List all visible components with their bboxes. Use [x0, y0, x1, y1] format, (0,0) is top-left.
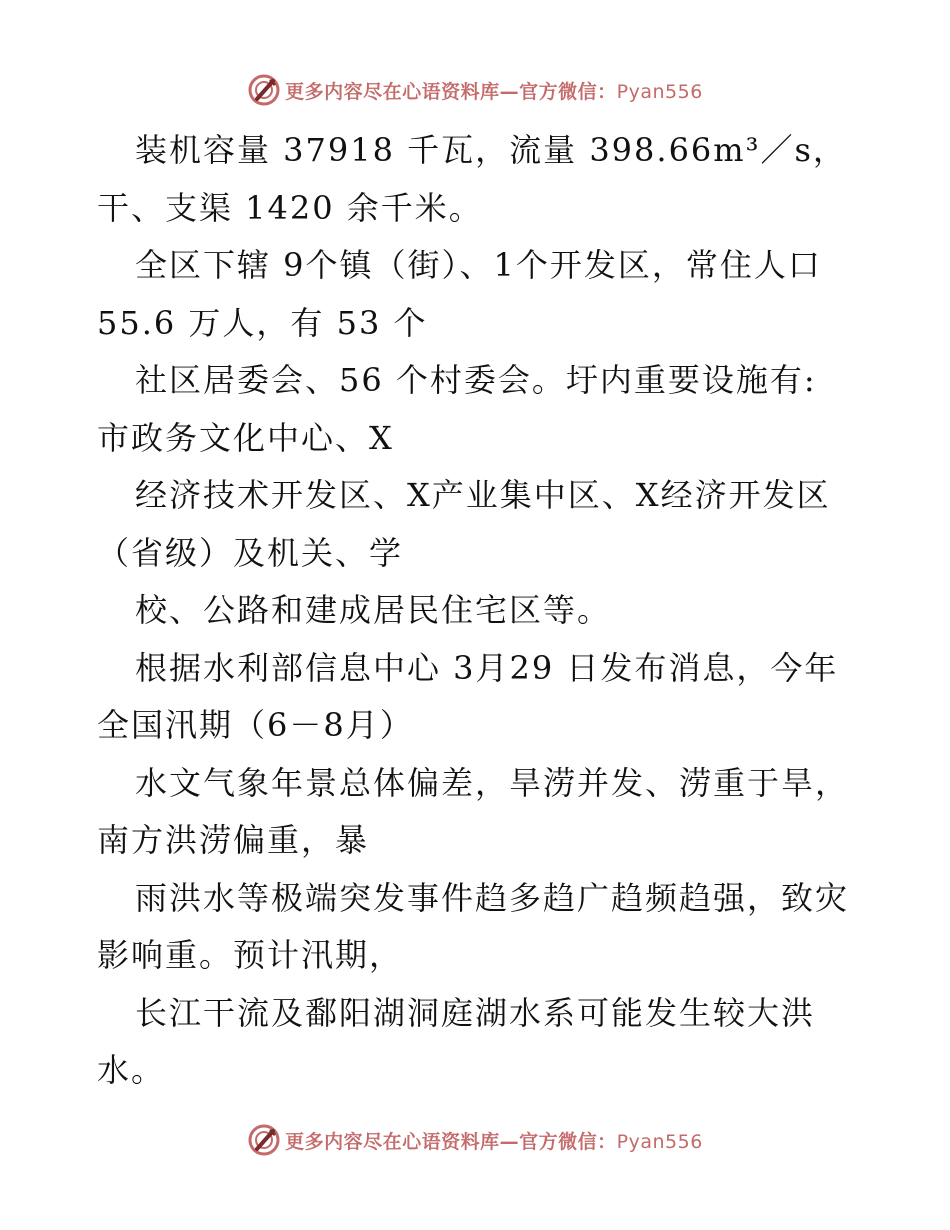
- brand-logo-icon: [247, 73, 281, 107]
- text-line: 市政务文化中心、X: [97, 418, 394, 457]
- header-banner-label: 更多内容尽在心语资料库—官方微信：: [285, 80, 617, 103]
- footer-banner-account: Pyan556: [616, 1130, 703, 1153]
- footer-banner: [0, 1120, 950, 1160]
- text-line: 全区下辖 9个镇（街）、1个开发区，常住人口: [135, 246, 822, 284]
- brand-logo-icon: [247, 1123, 281, 1157]
- text-line: 55.6 万人，有 53 个: [97, 303, 428, 342]
- text-line: 装机容量 37918 千瓦，流量 398.66m³／s，: [135, 131, 847, 169]
- text-line: 影响重。预计汛期，: [97, 936, 404, 974]
- text-line: 南方洪涝偏重，暴: [97, 821, 370, 859]
- text-line: 校、公路和建成居民住宅区等。: [135, 591, 612, 629]
- text-line: （省级）及机关、学: [97, 533, 404, 572]
- text-line: 水。: [97, 1051, 166, 1089]
- text-line: 经济技术开发区、X产业集中区、X经济开发区: [135, 476, 831, 514]
- header-banner: [0, 70, 950, 110]
- text-line: 根据水利部信息中心 3月29 日发布消息，今年: [135, 648, 839, 687]
- text-line: 社区居委会、56 个村委会。圩内重要设施有:: [135, 361, 817, 399]
- text-line: 雨洪水等极端突发事件趋多趋广趋频趋强，致灾: [135, 878, 850, 917]
- header-banner-account: Pyan556: [616, 80, 703, 103]
- footer-banner-label: 更多内容尽在心语资料库—官方微信：: [285, 1130, 617, 1153]
- footer-banner-text: [285, 1127, 703, 1154]
- text-line: 长江干流及鄱阳湖洞庭湖水系可能发生较大洪: [135, 993, 816, 1032]
- text-line: 水文气象年景总体偏差，旱涝并发、涝重于旱，: [135, 763, 850, 802]
- document-body: [97, 122, 867, 1100]
- header-banner-text: [285, 77, 703, 104]
- text-line: 全国汛期（6－8月）: [97, 706, 414, 744]
- text-line: 干、支渠 1420 余千米。: [97, 188, 483, 227]
